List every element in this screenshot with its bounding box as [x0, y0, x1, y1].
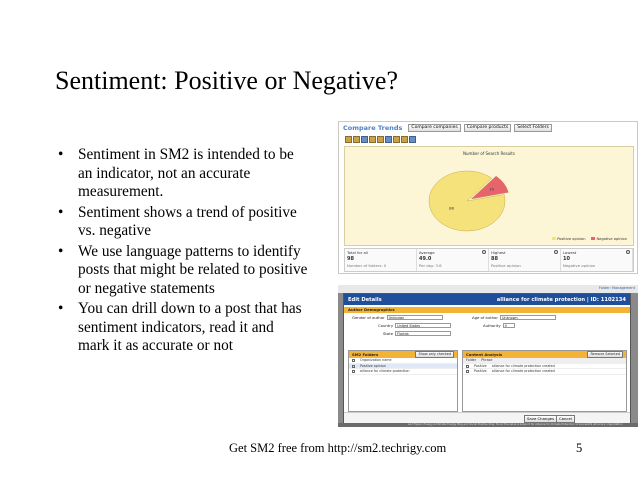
tool-icon[interactable] [361, 136, 368, 143]
folder-link[interactable]: Folder: Management [598, 286, 635, 290]
cancel-button[interactable]: Cancel [556, 415, 575, 423]
tool-icon[interactable] [393, 136, 400, 143]
age-row [472, 315, 556, 320]
state-row [383, 331, 451, 336]
help-icon[interactable] [482, 250, 486, 254]
stat-lowest [561, 249, 633, 271]
authority-select[interactable]: 0 [503, 323, 515, 328]
bullet-text: Sentiment shows a trend of positive vs. negative [78, 203, 297, 239]
column-header: Folder [466, 358, 477, 362]
tool-icon[interactable] [353, 136, 360, 143]
country-row [378, 323, 451, 328]
background-app-bar [338, 285, 638, 293]
bullet-text: We use language patterns to identify posts that might be related to positive or negative statements [78, 242, 308, 297]
stat-value: 88 [491, 256, 498, 262]
stat-value: 98 [347, 256, 354, 262]
folder-item[interactable] [349, 369, 457, 375]
tool-icon[interactable] [385, 136, 392, 143]
dialog-title: Edit Details [348, 296, 382, 303]
edit-details-dialog [343, 293, 631, 424]
edit-details-screenshot [338, 285, 638, 427]
bullet-text: Sentiment in SM2 is intended to be an indicator, not an accurate measurement. [78, 146, 294, 200]
legend-label-negative: Negative opinion [596, 237, 627, 241]
stat-sub: Negative opinion [563, 263, 596, 268]
bullet-dot: • [58, 203, 64, 221]
legend-swatch-negative [591, 237, 595, 240]
bullet-dot: • [58, 146, 64, 163]
folder-label: alliance for climate protection [360, 369, 410, 373]
state-label: State [383, 331, 394, 336]
row-phrase: alliance for climate protection created [491, 369, 555, 373]
legend-positive [552, 237, 585, 241]
gender-label: Gender of author [352, 315, 385, 320]
bullet-list [58, 146, 308, 358]
stat-value: 10 [563, 256, 570, 262]
compare-trends-screenshot [338, 121, 638, 274]
save-changes-button[interactable]: Save Changes [524, 415, 557, 423]
footer-text: Get SM2 free from http://sm2.techrigy.com [229, 441, 447, 455]
content-analysis-header [463, 351, 626, 358]
stat-label: Lowest [563, 250, 577, 255]
compare-trends-toolbar [339, 122, 637, 134]
author-form [344, 313, 630, 341]
chart-title: Number of Search Results [463, 151, 515, 156]
stat-average [417, 249, 489, 271]
bullet-text: You can drill down to a post that has sentiment indicators, read it and mark it as accurate or not [78, 300, 302, 354]
column-header: Phrase [481, 358, 493, 362]
sm2-folders-title: SM2 Folders [352, 352, 379, 357]
page-number: 5 [576, 441, 583, 455]
compare-trends-title: Compare Trends [343, 124, 403, 132]
age-select[interactable]: Unknown [500, 315, 556, 320]
tool-icon[interactable] [377, 136, 384, 143]
folder-checkbox[interactable] [352, 370, 355, 373]
row-phrase: alliance for climate protection created [491, 363, 555, 368]
tool-icon[interactable] [369, 136, 376, 143]
stat-value: 49.0 [419, 256, 432, 262]
pie-label-positive: 88 [449, 205, 454, 211]
help-icon[interactable] [554, 250, 558, 254]
folder-label: Positive opinion [360, 363, 386, 368]
dialog-header [344, 294, 630, 305]
gender-select[interactable]: Unknown [387, 315, 443, 320]
country-label: Country [378, 323, 394, 328]
bullet-dot: • [58, 242, 64, 260]
country-select[interactable]: United States [395, 323, 451, 328]
stat-sub: Per day: 3.6 [419, 263, 442, 268]
background-footer-text: and Tipper, Energy & Climate Energy Blog and Social Positive blog: found the value is support for Alliance for Climate Protection: A successful advocacy organization [338, 423, 638, 427]
legend-negative [591, 237, 627, 241]
stats-row [344, 248, 634, 272]
folder-checkbox[interactable] [352, 359, 355, 362]
show-only-checked-button[interactable]: Show only checked [415, 351, 454, 358]
dialog-record-id: alliance for climate protection | ID: 1102134 [496, 296, 626, 303]
authority-row [483, 323, 515, 328]
stat-sub: Number of folders: 0 [347, 263, 387, 268]
row-folder: Positive [474, 363, 487, 368]
folder-checkbox[interactable] [352, 365, 355, 368]
legend-label-positive: Positive opinion [557, 237, 586, 241]
pie-label-negative: 10 [489, 186, 495, 192]
bullet-item [58, 204, 308, 241]
pie-chart-area [344, 146, 634, 246]
gender-row [352, 315, 443, 320]
stat-label: Highest [491, 250, 506, 255]
state-select[interactable]: Florida [395, 331, 451, 336]
table-row[interactable] [463, 369, 626, 375]
bullet-item [58, 243, 308, 299]
age-label: Age of author [472, 315, 498, 320]
compare-products-button[interactable]: Compare products [464, 124, 512, 132]
stat-total [345, 249, 417, 271]
remove-selected-button[interactable]: Remove Selected [587, 351, 623, 358]
row-folder: Positive [474, 369, 487, 373]
folder-label: Organization name [360, 358, 392, 362]
stat-label: Total for all [347, 250, 368, 255]
compare-companies-button[interactable]: Compare companies [408, 124, 460, 132]
content-analysis-title: Content Analysis [466, 352, 503, 357]
row-checkbox[interactable] [466, 365, 469, 368]
pie-chart [345, 147, 635, 247]
tool-icon[interactable] [345, 136, 352, 143]
chart-tool-icons [345, 136, 416, 143]
slide-title: Sentiment: Positive or Negative? [55, 66, 398, 95]
sm2-folders-box [348, 350, 458, 412]
stat-sub: Positive opinion [491, 263, 521, 268]
tool-icon[interactable] [409, 136, 416, 143]
chart-legend [552, 237, 627, 241]
stat-label: Average [419, 250, 435, 255]
stat-highest [489, 249, 561, 271]
dialog-footer [344, 412, 630, 423]
legend-swatch-positive [552, 237, 556, 240]
help-icon[interactable] [626, 250, 630, 254]
bullet-dot: • [58, 300, 64, 317]
tool-icon[interactable] [401, 136, 408, 143]
sm2-folders-header [349, 351, 457, 358]
row-checkbox[interactable] [466, 370, 469, 373]
author-demographics-header: Author Demographics [344, 307, 630, 313]
select-folders-button[interactable]: Select Folders [514, 124, 552, 132]
authority-label: Authority [483, 323, 501, 328]
bullet-item [58, 146, 308, 202]
content-analysis-box [462, 350, 627, 412]
bullet-item [58, 300, 308, 356]
